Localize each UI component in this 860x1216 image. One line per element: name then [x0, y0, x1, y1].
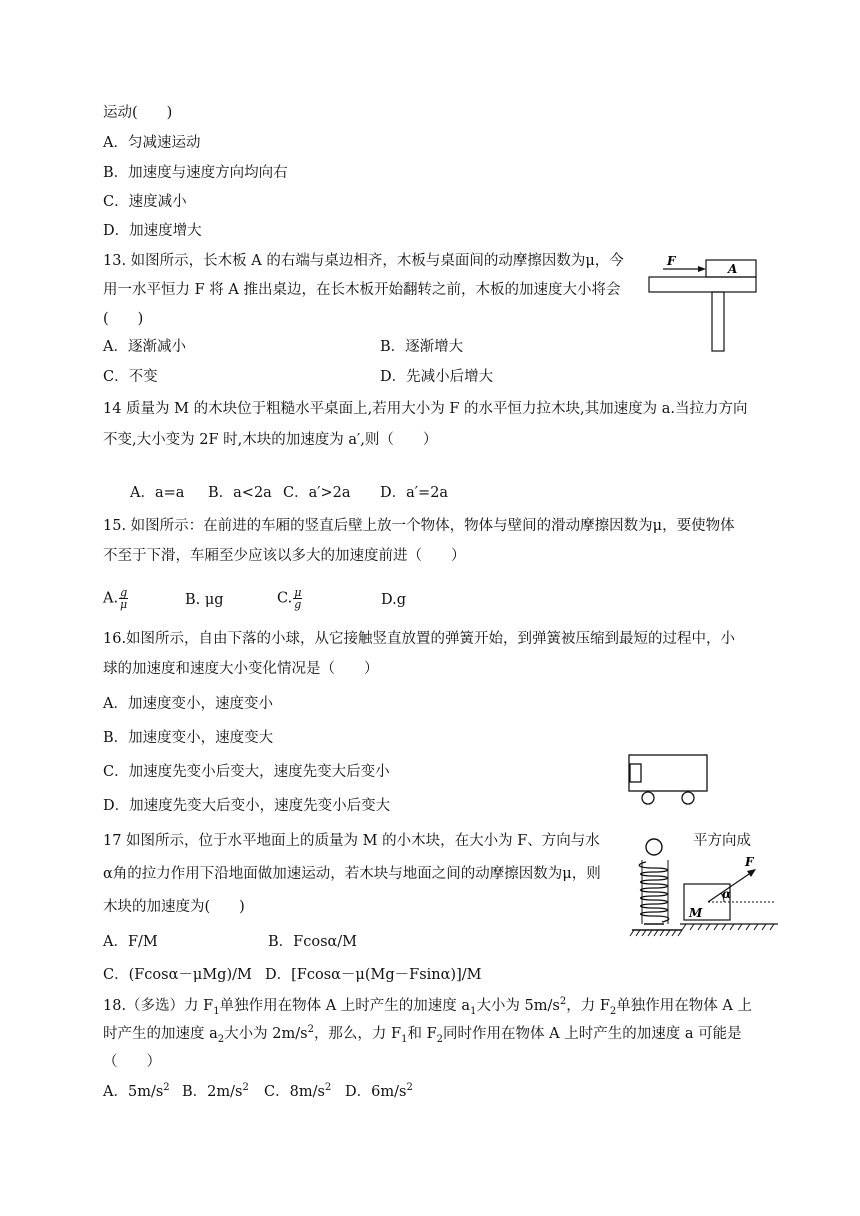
q12-option-b: B．加速度与速度方向均向右	[103, 165, 288, 181]
q12-option-d: D．加速度增大	[103, 223, 202, 239]
q13-option-d: D．先减小后增大	[380, 369, 494, 385]
q15-option-a: A. $\frac{g}{\mu}$	[103, 586, 128, 611]
q17-option-b: B．Fcosα/M	[268, 934, 358, 950]
q15-line2: 不至于下滑，车厢至少应该以多大的加速度前进（ ）	[103, 548, 466, 564]
q16-option-a: A．加速度变小，速度变小	[103, 696, 273, 712]
q17-line1: 17 如图所示，位于水平地面上的质量为 M 的小木块，在大小为 F、方向与水	[103, 833, 600, 849]
q12-option-a: A．匀减速运动	[103, 135, 201, 151]
q18-line3: （ ）	[103, 1054, 161, 1070]
q17-option-c: C．(Fcosα－μMg)/M	[103, 967, 252, 983]
q17-option-d: D．[Fcosα－μ(Mg－Fsinα)]/M	[265, 967, 482, 983]
q12-option-c: C．速度减小	[103, 194, 187, 210]
q14-line1: 14 质量为 M 的木块位于粗糙水平桌面上,若用大小为 F 的水平恒力拉木块,其加速度为 a.当拉力方向	[103, 401, 748, 417]
q18-line1: 18.（多选）力 $F_1$单独作用在物体 A 上时产生的加速度 $a_1$大小为 $5m/s^2$，力 $F_2$单独作用在物体 A 上	[103, 996, 752, 1017]
q13-board-label: A	[728, 262, 738, 276]
q18-option-b: B．$2m/s^2$	[182, 1082, 249, 1100]
q14-option-a: A．a=a	[130, 485, 185, 501]
q16-line1: 16.如图所示，自由下落的小球，从它接触竖直放置的弹簧开始，到弹簧被压缩到最短的过程中，小	[103, 631, 736, 647]
q18-option-c: C．$8m/s^2$	[264, 1082, 332, 1100]
q17-line1-end: 平方向成	[693, 833, 751, 849]
q15-option-c: C. $\frac{\mu}{g}$	[277, 586, 302, 611]
q13-line2: 用一水平恒力 F 将 A 推出桌边，在长木板开始翻转之前，木板的加速度大小将会	[103, 282, 621, 298]
q16-line2: 球的加速度和速度大小变化情况是（ ）	[103, 661, 379, 677]
q16-option-d: D．加速度先变大后变小，速度先变小后变大	[103, 798, 391, 814]
q13-option-c: C．不变	[103, 369, 158, 385]
q17-mass-label: M	[689, 906, 703, 920]
q14-option-b: B．a<2a	[208, 485, 272, 501]
q16-spring-figure	[628, 836, 686, 940]
q14-option-d: D．a′=2a	[380, 485, 449, 501]
q17-angle-label: α	[722, 887, 732, 901]
q17-block-figure	[680, 854, 780, 934]
q13-line3: ( )	[103, 311, 144, 327]
q15-fraction-c: $\frac{\mu}{g}$	[294, 586, 302, 611]
q13-option-a: A．逐渐减小	[103, 339, 186, 355]
q15-fraction-a: $\frac{g}{\mu}$	[120, 586, 128, 611]
q13-option-b: B．逐渐增大	[380, 339, 464, 355]
q16-option-c: C．加速度先变小后变大，速度先变大后变小	[103, 764, 390, 780]
q17-option-a: A．F/M	[103, 934, 158, 950]
q17-force-label: F	[745, 855, 754, 869]
q15-option-b: B. μg	[185, 592, 224, 608]
q15-carriage-figure	[625, 752, 715, 808]
q15-line1: 15. 如图所示：在前进的车厢的竖直后壁上放一个物体，物体与壁间的滑动摩擦因数为μ，要使物体	[103, 518, 735, 534]
q12-stem: 运动( )	[103, 105, 173, 121]
q14-line2: 不变,大小变为 2F 时,木块的加速度为 a′,则（ ）	[103, 432, 438, 448]
q16-option-b: B．加速度变小，速度变大	[103, 730, 274, 746]
q13-board-figure	[645, 252, 765, 354]
q17-line2: α角的拉力作用下沿地面做加速运动，若木块与地面之间的动摩擦因数为μ，则	[103, 866, 601, 882]
q18-option-a: A．$5m/s^2$	[103, 1082, 170, 1100]
q17-line3: 木块的加速度为( )	[103, 899, 245, 915]
q14-option-c: C．a′>2a	[283, 485, 351, 501]
q18-option-d: D．$6m/s^2$	[345, 1082, 413, 1100]
q18-line2: 时产生的加速度 $a_2$大小为 $2m/s^2$，那么，力 $F_1$和 $F_2$同时作用在物体 A 上时产生的加速度 a 可能是	[103, 1024, 742, 1045]
q13-force-label: F	[667, 254, 676, 268]
q15-option-d: D.g	[381, 592, 406, 608]
q13-line1: 13. 如图所示，长木板 A 的右端与桌边相齐，木板与桌面间的动摩擦因数为μ，今	[103, 253, 624, 269]
